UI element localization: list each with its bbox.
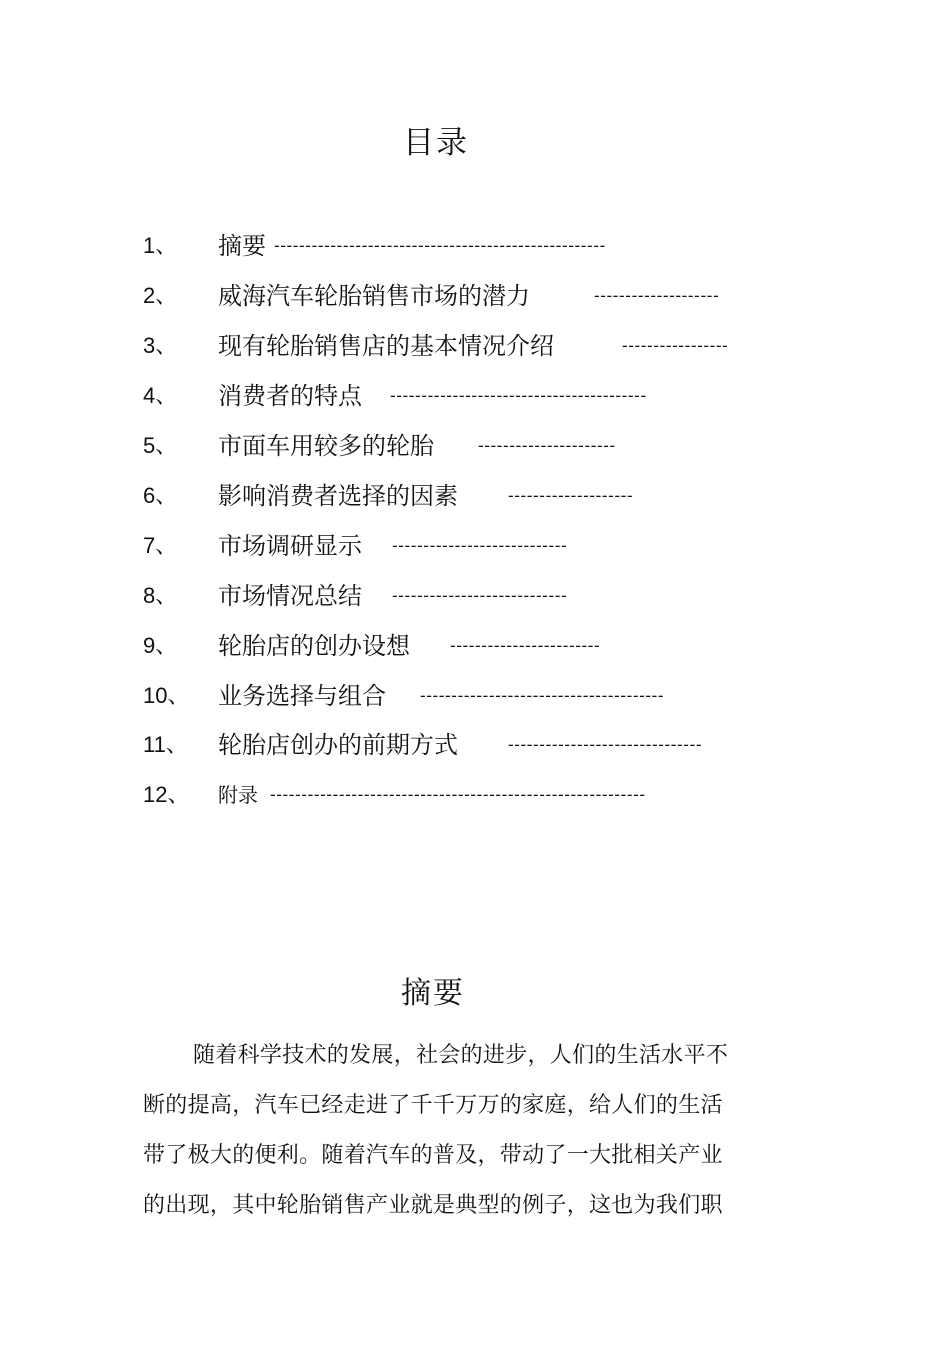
toc-entry bbox=[0, 628, 950, 664]
toc-entry-leader: -------------------- bbox=[594, 286, 720, 305]
toc-entry-leader: ----------------------------------------- bbox=[390, 386, 647, 405]
toc-entry-number: 10、 bbox=[143, 683, 190, 708]
toc-entry-leader: ------------------------------------------------------------ bbox=[270, 785, 646, 804]
toc-entry bbox=[0, 328, 950, 364]
toc-entry-title: 附录 bbox=[218, 783, 258, 807]
toc-entry-title: 市场调研显示 bbox=[218, 532, 362, 560]
abstract-paragraph-line: 的出现，其中轮胎销售产业就是典型的例子，这也为我们职 bbox=[143, 1193, 723, 1218]
toc-entry-title: 影响消费者选择的因素 bbox=[218, 482, 458, 510]
toc-entry bbox=[0, 678, 950, 714]
toc-entry-title: 市场情况总结 bbox=[218, 582, 362, 610]
toc-entry-title: 摘要 bbox=[218, 232, 266, 260]
abstract-body bbox=[143, 1031, 743, 1231]
toc-entry bbox=[0, 278, 950, 314]
toc-entry bbox=[0, 428, 950, 464]
toc-entry-leader: -------------------- bbox=[508, 486, 634, 505]
abstract-paragraph-line: 断的提高，汽车已经走进了千千万万的家庭，给人们的生活 bbox=[143, 1093, 723, 1118]
toc-entry-number: 9、 bbox=[143, 633, 178, 658]
toc-entry-title: 威海汽车轮胎销售市场的潜力 bbox=[218, 282, 530, 310]
toc-entry-number: 1、 bbox=[143, 233, 178, 258]
toc-entry bbox=[0, 478, 950, 514]
toc-title: 目录 bbox=[403, 125, 469, 161]
toc-entry-number: 3、 bbox=[143, 333, 178, 358]
toc-entry-leader: ------------------------------- bbox=[508, 735, 703, 754]
toc-entry-leader: ------------------------ bbox=[450, 636, 601, 655]
toc-entry bbox=[0, 578, 950, 614]
toc-entry-number: 4、 bbox=[143, 383, 178, 408]
toc-entry bbox=[0, 378, 950, 414]
toc-entry bbox=[0, 777, 950, 813]
toc-entry-leader: ----------------- bbox=[622, 336, 729, 355]
toc-entry-number: 8、 bbox=[143, 583, 178, 608]
toc-entry bbox=[0, 228, 950, 264]
toc-entry-leader: ---------------------- bbox=[478, 436, 616, 455]
toc-entry-title: 现有轮胎销售店的基本情况介绍 bbox=[218, 332, 554, 360]
toc-entry-title: 轮胎店创办的前期方式 bbox=[218, 731, 458, 759]
toc-entry-number: 6、 bbox=[143, 483, 178, 508]
abstract-paragraph-line: 随着科学技术的发展，社会的进步，人们的生活水平不 bbox=[193, 1043, 729, 1068]
toc-entry-title: 轮胎店的创办设想 bbox=[218, 632, 410, 660]
toc-entry bbox=[0, 727, 950, 763]
toc-entry-number: 2、 bbox=[143, 283, 178, 308]
toc-entry-number: 12、 bbox=[143, 782, 190, 807]
toc-entry-leader: ---------------------------- bbox=[392, 586, 568, 605]
toc-entry-number: 11、 bbox=[143, 732, 188, 757]
abstract-paragraph-line: 带了极大的便利。随着汽车的普及，带动了一大批相关产业 bbox=[143, 1143, 723, 1168]
toc-entry-number: 7、 bbox=[143, 533, 178, 558]
toc-entry-leader: ---------------------------- bbox=[392, 536, 568, 555]
toc-entry-leader: ----------------------------------------------------- bbox=[274, 236, 606, 255]
toc-entry-leader: --------------------------------------- bbox=[420, 686, 665, 705]
toc-entry-title: 业务选择与组合 bbox=[218, 682, 386, 710]
toc-entry bbox=[0, 528, 950, 564]
abstract-title: 摘要 bbox=[401, 976, 465, 1011]
toc-entry-title: 市面车用较多的轮胎 bbox=[218, 432, 434, 460]
toc-entry-title: 消费者的特点 bbox=[218, 382, 362, 410]
toc-entry-number: 5、 bbox=[143, 433, 178, 458]
